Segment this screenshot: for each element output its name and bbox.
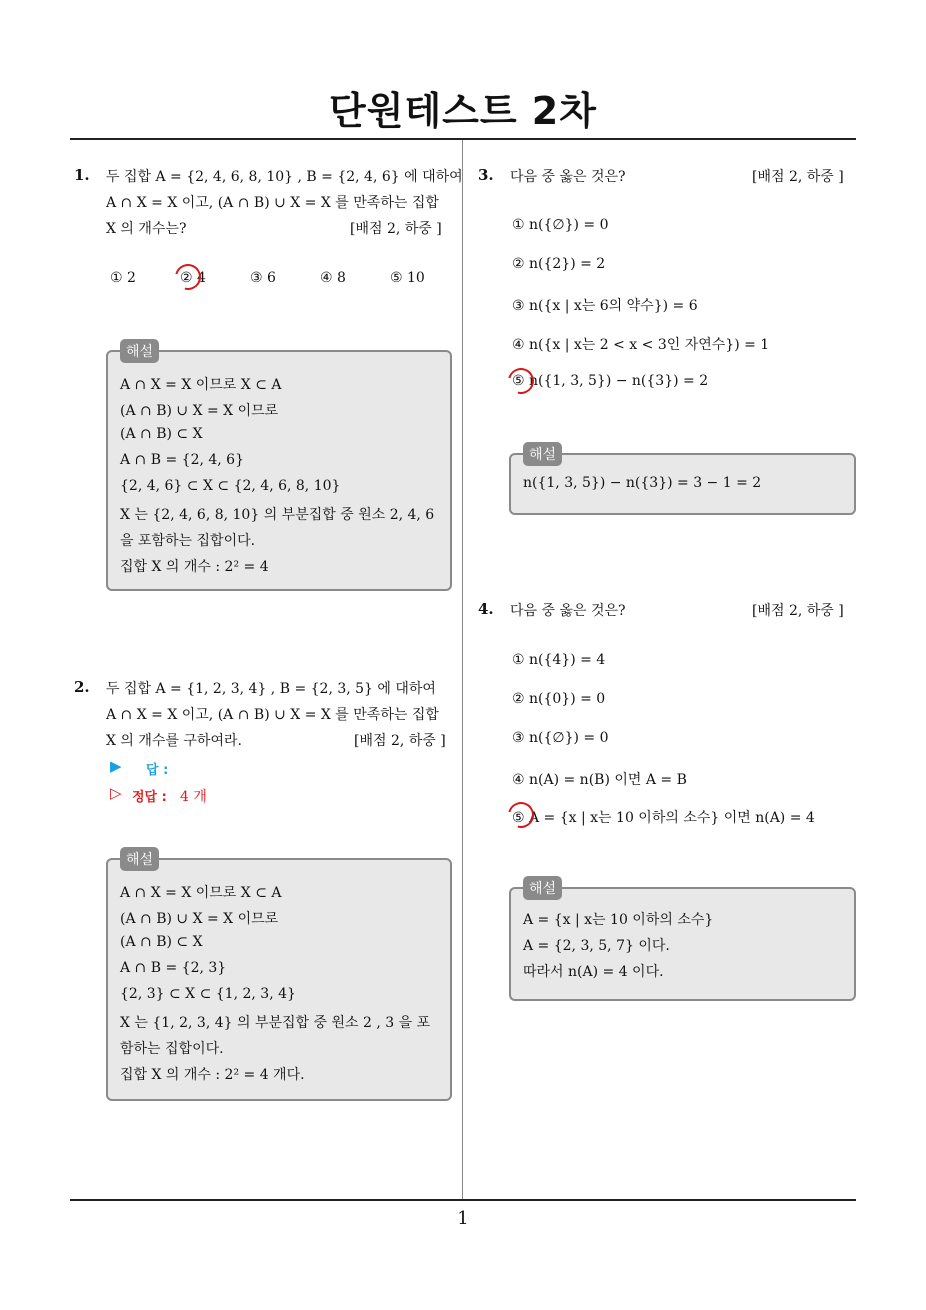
option-5[interactable]: ⑤ A = {x | x는 10 이하의 소수} 이면 n(A) = 4 <box>512 810 815 826</box>
solution-line: 집합 X 의 개수 : 2² = 4 개다. <box>120 1067 305 1083</box>
question-text-line: X 의 개수를 구하여라. <box>106 733 242 749</box>
option-3[interactable]: ③ n({x | x는 6의 약수}) = 6 <box>512 298 698 314</box>
footer-divider <box>70 1199 856 1201</box>
solution-box <box>106 852 452 1101</box>
solution-line: n({1, 3, 5}) − n({3}) = 3 − 1 = 2 <box>523 475 762 491</box>
solution-line: A ∩ B = {2, 4, 6} <box>120 452 244 468</box>
solution-line: {2, 4, 6} ⊂ X ⊂ {2, 4, 6, 8, 10} <box>120 478 341 494</box>
option-1[interactable]: ① 2 <box>110 270 136 286</box>
page-number: 1 <box>457 1208 469 1229</box>
page-title: 단원테스트 2차 <box>329 89 597 133</box>
option-1[interactable]: ① n({∅}) = 0 <box>512 217 609 233</box>
option-3[interactable]: ③ n({∅}) = 0 <box>512 730 609 746</box>
header-divider <box>70 138 856 140</box>
score-info: [배점 2, 하중 ] <box>752 169 844 185</box>
score-info: [배점 2, 하중 ] <box>354 733 446 749</box>
question-text-line: A ∩ X = X 이고, (A ∩ B) ∪ X = X 를 만족하는 집합 <box>106 195 439 211</box>
option-2[interactable]: ② n({2}) = 2 <box>512 256 606 272</box>
question-text-line: 다음 중 옳은 것은? <box>510 603 626 619</box>
solution-line: A = {2, 3, 5, 7} 이다. <box>523 938 670 954</box>
option-3[interactable]: ③ 6 <box>250 270 276 286</box>
question-number: 2. <box>74 678 90 696</box>
correct-value: 4 개 <box>180 789 207 805</box>
option-4[interactable]: ④ n(A) = n(B) 이면 A = B <box>512 772 687 788</box>
solution-line: X 는 {1, 2, 3, 4} 의 부분집합 중 원소 2 , 3 을 포 <box>120 1015 431 1031</box>
solution-line: 을 포함하는 집합이다. <box>120 533 256 549</box>
option-5[interactable]: ⑤ n({1, 3, 5}) − n({3}) = 2 <box>512 373 709 389</box>
solution-box <box>509 881 856 1001</box>
solution-box <box>509 447 856 515</box>
solution-line: {2, 3} ⊂ X ⊂ {1, 2, 3, 4} <box>120 986 296 1002</box>
question-text-line: 두 집합 A = {1, 2, 3, 4} , B = {2, 3, 5} 에 대하여 <box>106 681 436 697</box>
solution-line: A ∩ X = X 이므로 X ⊂ A <box>120 377 282 393</box>
answer-mark-circle <box>503 797 539 833</box>
question-text-line: 다음 중 옳은 것은? <box>510 169 626 185</box>
column-divider <box>462 140 463 1201</box>
solution-line: A ∩ B = {2, 3} <box>120 960 227 976</box>
question-number: 4. <box>478 600 494 618</box>
score-info: [배점 2, 하중 ] <box>752 603 844 619</box>
solution-line: X 는 {2, 4, 6, 8, 10} 의 부분집합 중 원소 2, 4, 6 <box>120 507 435 523</box>
solution-line: (A ∩ B) ⊂ X <box>120 934 203 950</box>
score-info: [배점 2, 하중 ] <box>350 221 442 237</box>
question-number: 3. <box>478 166 494 184</box>
solution-line: 집합 X 의 개수 : 2² = 4 <box>120 559 269 575</box>
solution-box <box>106 344 452 591</box>
question-text-line: 두 집합 A = {2, 4, 6, 8, 10} , B = {2, 4, 6} 에 대하여 <box>106 169 463 185</box>
question-text-line: X 의 개수는? <box>106 221 187 237</box>
option-5[interactable]: ⑤ 10 <box>390 270 425 286</box>
option-4[interactable]: ④ 8 <box>320 270 346 286</box>
answer-mark-circle <box>170 259 206 295</box>
solution-line: 함하는 집합이다. <box>120 1041 224 1057</box>
solution-label: 해설 <box>523 876 562 900</box>
correct-label: 정답 : <box>132 790 167 805</box>
option-2[interactable]: ② n({0}) = 0 <box>512 691 606 707</box>
question-number: 1. <box>74 166 90 184</box>
option-1[interactable]: ① n({4}) = 4 <box>512 652 606 668</box>
solution-label: 해설 <box>523 442 562 466</box>
answer-mark-circle <box>503 363 539 399</box>
solution-line: (A ∩ B) ∪ X = X 이므로 <box>120 403 279 419</box>
solution-line: 따라서 n(A) = 4 이다. <box>523 964 664 980</box>
option-4[interactable]: ④ n({x | x는 2 < x < 3인 자연수}) = 1 <box>512 337 770 353</box>
answer-label: 답 : <box>146 763 169 778</box>
solution-label: 해설 <box>120 339 159 363</box>
correct-arrow-icon: ▷ <box>110 784 122 802</box>
answer-arrow-icon: ▶ <box>110 757 122 775</box>
solution-line: A ∩ X = X 이므로 X ⊂ A <box>120 885 282 901</box>
solution-line: (A ∩ B) ∪ X = X 이므로 <box>120 911 279 927</box>
solution-line: (A ∩ B) ⊂ X <box>120 426 203 442</box>
solution-line: A = {x | x는 10 이하의 소수} <box>523 912 714 928</box>
question-text-line: A ∩ X = X 이고, (A ∩ B) ∪ X = X 를 만족하는 집합 <box>106 707 439 723</box>
solution-label: 해설 <box>120 847 159 871</box>
option-2[interactable]: ② 4 <box>180 270 206 286</box>
